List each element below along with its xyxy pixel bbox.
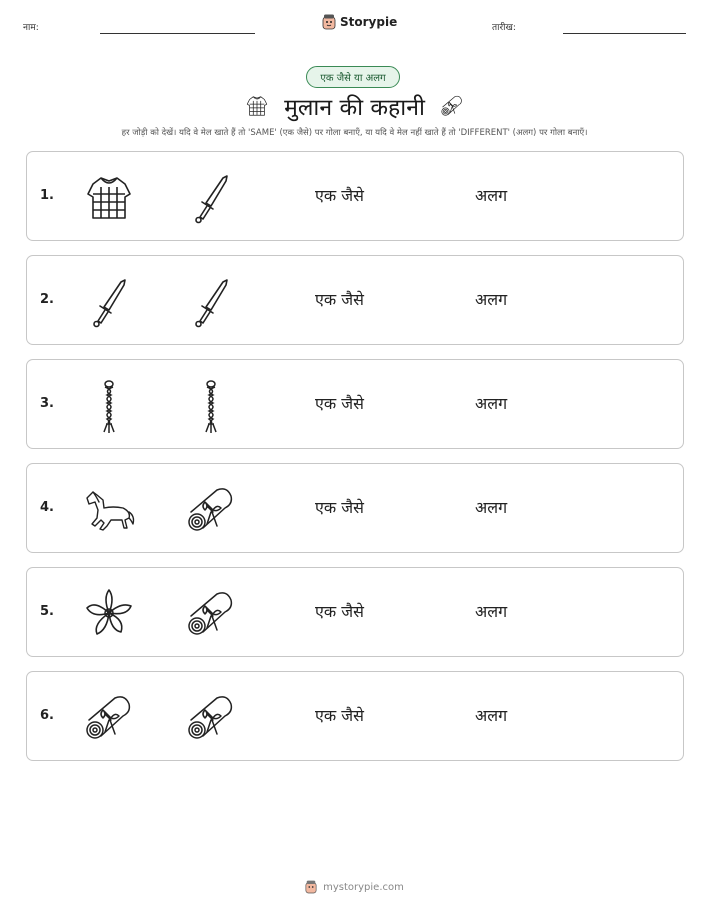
sword-icon <box>183 274 239 330</box>
brand-logo <box>322 14 397 30</box>
footer-site: mystorypie.com <box>323 881 404 893</box>
same-option[interactable]: एक जैसे <box>315 706 364 725</box>
question-row <box>26 463 684 553</box>
question-number: 4. <box>40 500 54 515</box>
same-option[interactable]: एक जैसे <box>315 394 364 413</box>
question-number: 6. <box>40 708 54 723</box>
scroll-icon <box>183 690 239 746</box>
date-label: तारीख: <box>492 23 516 33</box>
question-row <box>26 671 684 761</box>
storypie-mascot-icon <box>305 880 317 894</box>
title-row <box>0 90 709 122</box>
instructions: हर जोड़ी को देखें। यदि वे मेल खाते हैं तो 'SAME' (एक जैसे) पर गोला बनाएँ, या यदि वे मेल नहीं खाते हैं तो 'DIFFERENT' (अलग) पर गोला बनाएँ। <box>121 128 588 138</box>
question-row <box>26 359 684 449</box>
question-number: 3. <box>40 396 54 411</box>
question-row <box>26 255 684 345</box>
name-label: नाम: <box>23 23 39 33</box>
horse-icon <box>81 482 137 538</box>
footer <box>0 880 709 894</box>
armor-icon <box>244 93 270 119</box>
different-option[interactable]: अलग <box>475 602 508 621</box>
question-number: 2. <box>40 292 54 307</box>
brand-name: Storypie <box>340 15 398 29</box>
scroll-icon <box>439 93 465 119</box>
different-option[interactable]: अलग <box>475 394 508 413</box>
question-row <box>26 151 684 241</box>
sword-icon <box>183 170 239 226</box>
braid-icon <box>81 378 137 434</box>
armor-icon <box>81 170 137 226</box>
page-title: मुलान की कहानी <box>284 95 425 121</box>
different-option[interactable]: अलग <box>475 290 508 309</box>
question-row <box>26 567 684 657</box>
worksheet-type-badge: एक जैसे या अलग <box>306 66 400 88</box>
braid-icon <box>183 378 239 434</box>
sword-icon <box>81 274 137 330</box>
same-option[interactable]: एक जैसे <box>315 186 364 205</box>
different-option[interactable]: अलग <box>475 498 508 517</box>
same-option[interactable]: एक जैसे <box>315 498 364 517</box>
date-field-line[interactable] <box>563 33 686 34</box>
same-option[interactable]: एक जैसे <box>315 602 364 621</box>
name-field-line[interactable] <box>100 33 255 34</box>
scroll-icon <box>183 586 239 642</box>
question-number: 1. <box>40 188 54 203</box>
question-list <box>26 151 684 775</box>
same-option[interactable]: एक जैसे <box>315 290 364 309</box>
scroll-icon <box>183 482 239 538</box>
question-number: 5. <box>40 604 54 619</box>
storypie-mascot-icon <box>322 14 336 30</box>
different-option[interactable]: अलग <box>475 706 508 725</box>
scroll-icon <box>81 690 137 746</box>
different-option[interactable]: अलग <box>475 186 508 205</box>
flower-icon <box>81 586 137 642</box>
